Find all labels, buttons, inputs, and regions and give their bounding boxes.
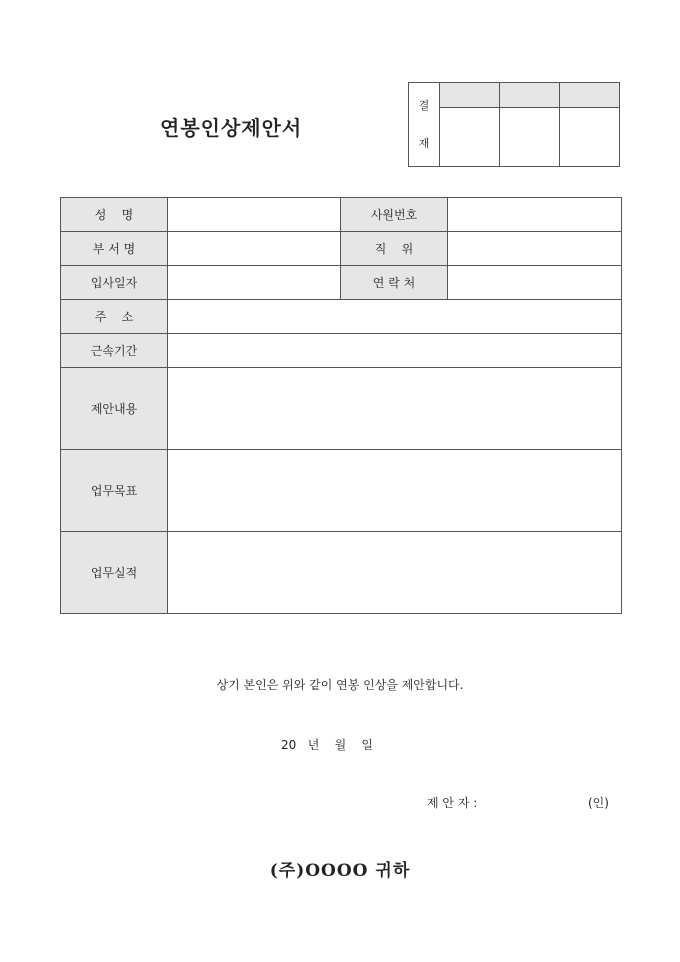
date-line: 20 년 월 일 [281,738,374,752]
approval-sign-1[interactable] [440,108,500,167]
employee-no-value[interactable] [448,198,622,232]
label-employee-no: 사원번호 [341,198,448,232]
label-proposal: 제안내용 [61,368,168,450]
results-value[interactable] [168,532,622,614]
label-goals: 업무목표 [61,450,168,532]
contact-value[interactable] [448,266,622,300]
proposer-label: 제 안 자 : [427,796,478,810]
approval-box [408,82,620,167]
goals-value[interactable] [168,450,622,532]
approval-head-3 [560,83,620,108]
address-value[interactable] [168,300,622,334]
approval-sign-2[interactable] [500,108,560,167]
label-name: 성 명 [61,198,168,232]
position-value[interactable] [448,232,622,266]
label-results: 업무실적 [61,532,168,614]
statement-text: 상기 본인은 위와 같이 연봉 인상을 제안합니다. [216,678,464,692]
addressee: (주)OOOO 귀하 [269,861,411,881]
document-title: 연봉인상제안서 [160,116,303,140]
approval-sign-3[interactable] [560,108,620,167]
label-address: 주 소 [61,300,168,334]
label-contact: 연 락 처 [341,266,448,300]
label-join-date: 입사일자 [61,266,168,300]
seal-mark: (인) [588,796,609,810]
label-tenure: 근속기간 [61,334,168,368]
approval-label-top: 결 [418,98,430,112]
proposal-value[interactable] [168,368,622,450]
tenure-value[interactable] [168,334,622,368]
approval-label-bottom: 재 [418,136,430,150]
approval-head-1 [440,83,500,108]
label-position: 직 위 [341,232,448,266]
label-department: 부 서 명 [61,232,168,266]
join-date-value[interactable] [168,266,341,300]
approval-label [409,83,440,167]
name-value[interactable] [168,198,341,232]
department-value[interactable] [168,232,341,266]
proposal-form-table [60,197,622,614]
approval-head-2 [500,83,560,108]
